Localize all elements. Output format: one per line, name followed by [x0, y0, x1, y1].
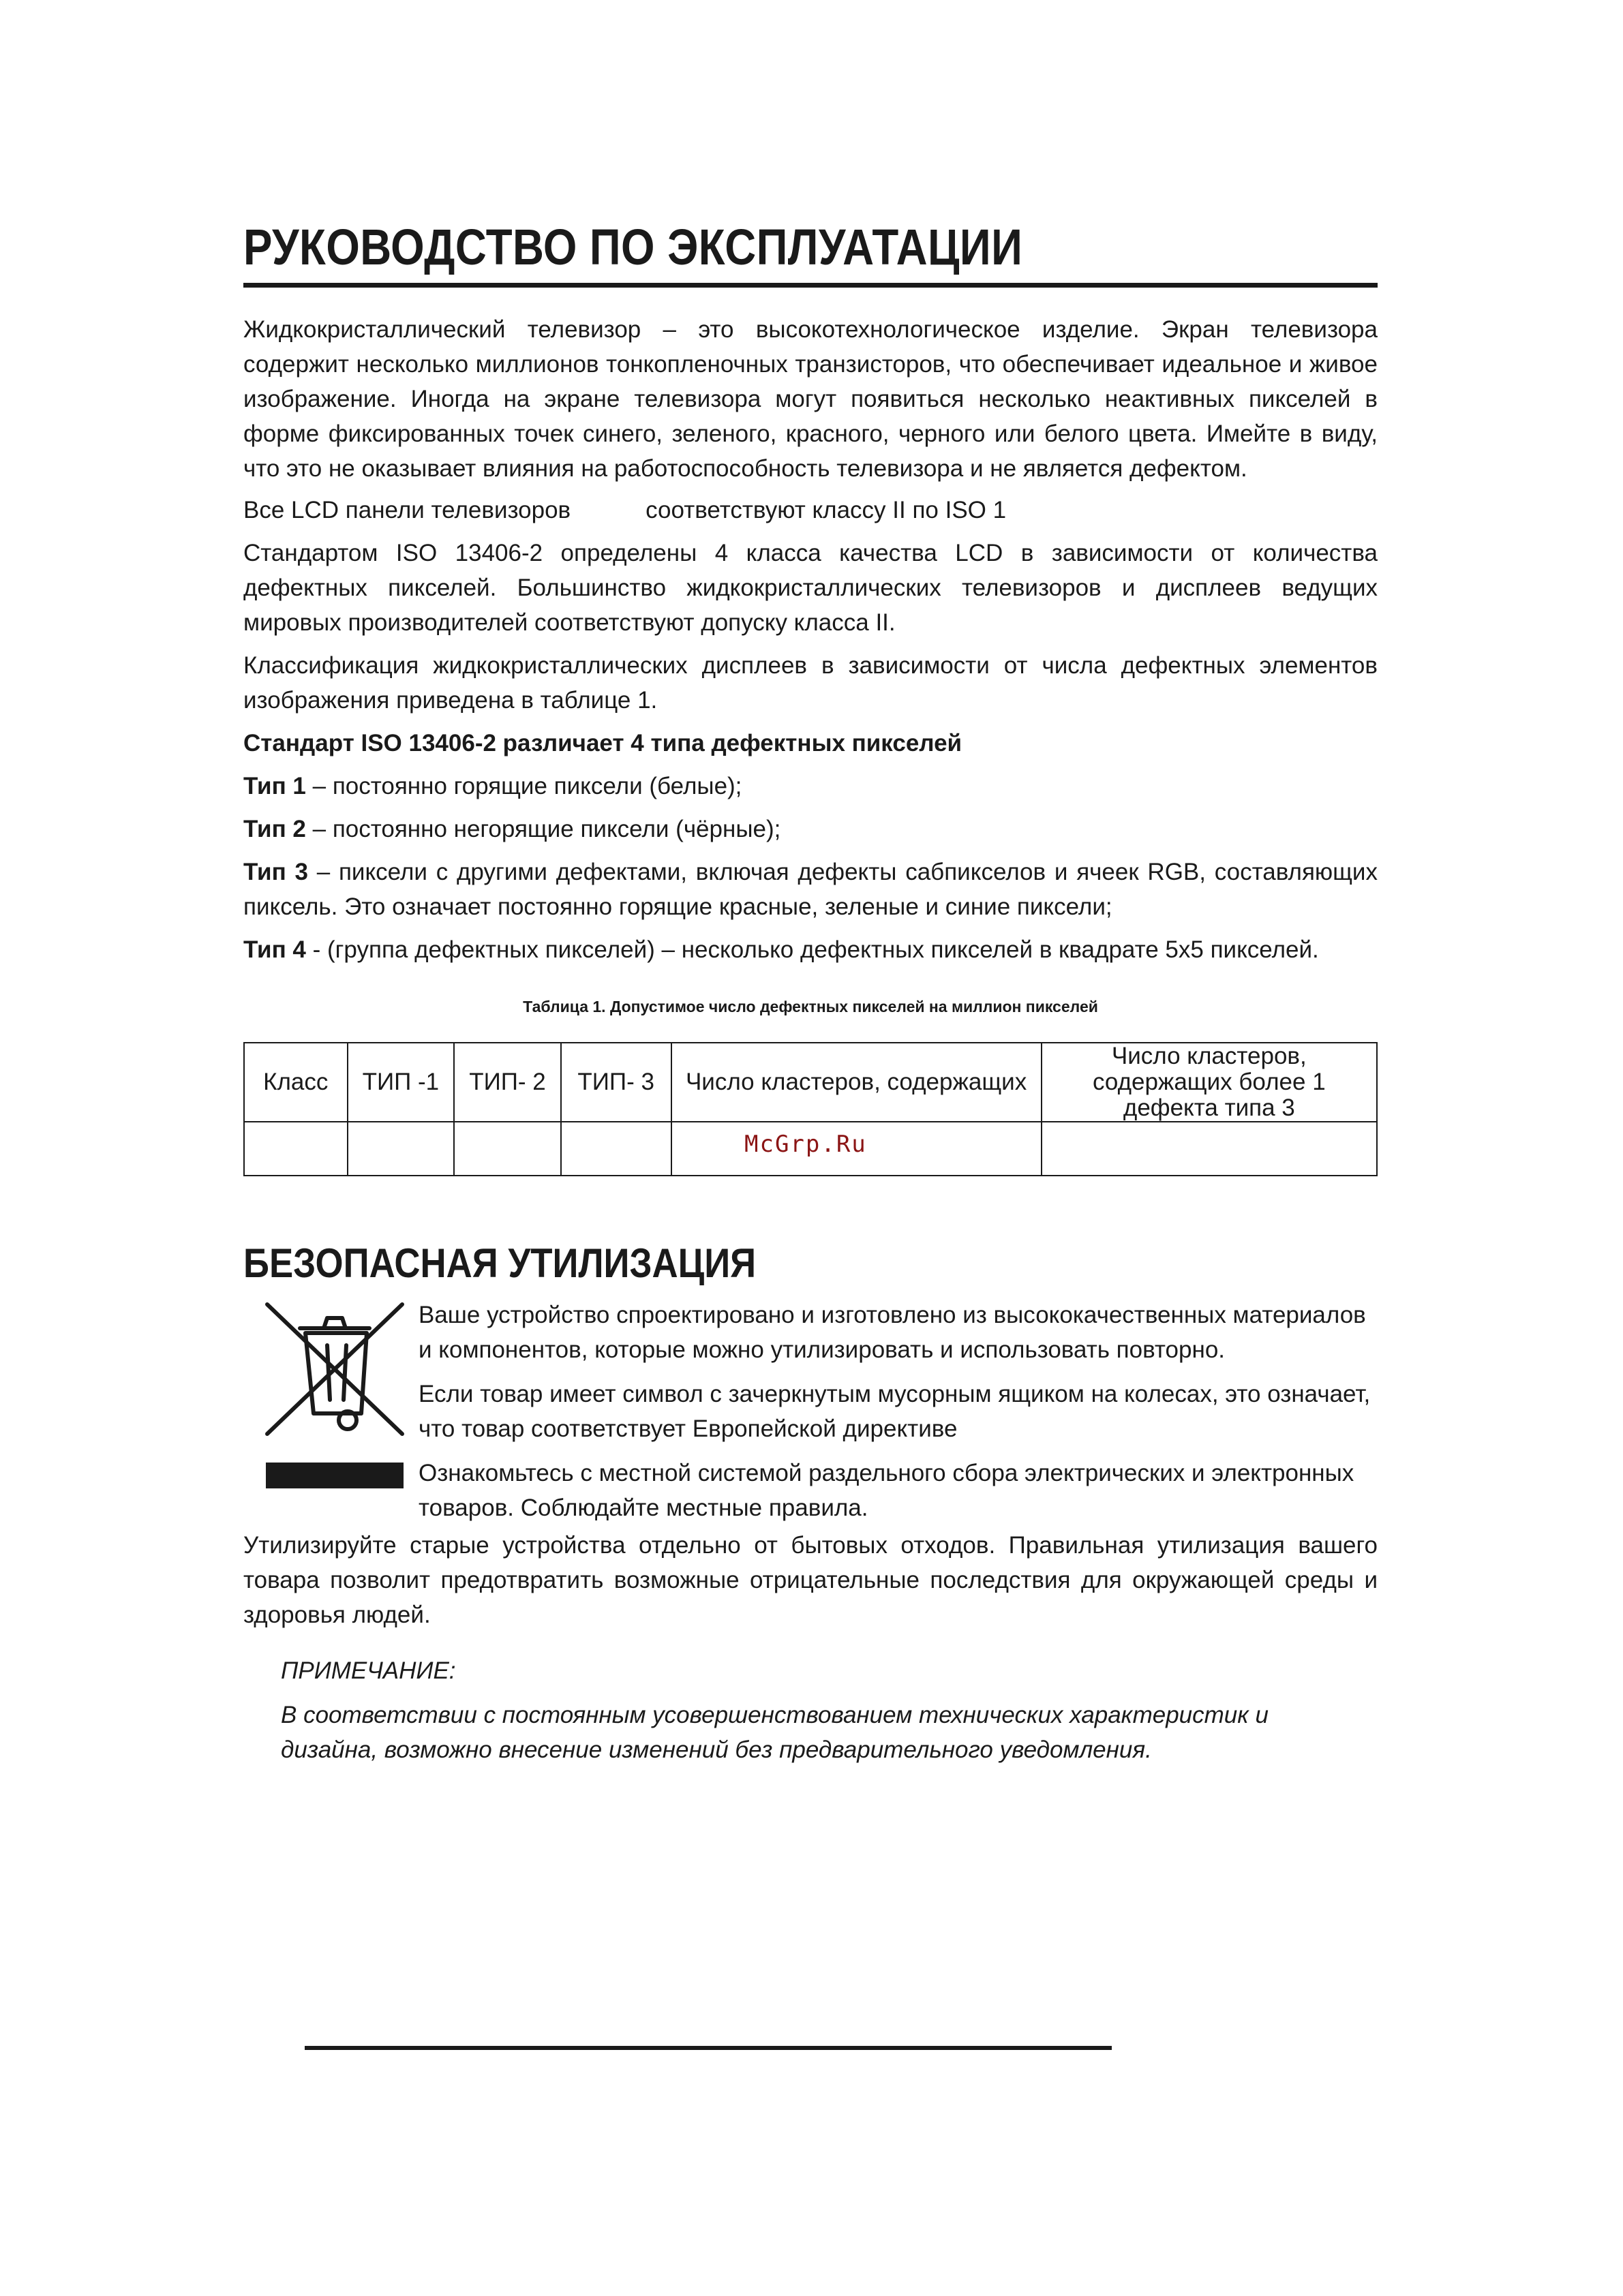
footer-rule	[305, 2046, 1112, 2050]
intro-paragraph-3: Стандартом ISO 13406-2 определены 4 класса качества LCD в зависимости от количества дефектных пикселей. Большинство жидкокристаллических телевизоров и дисплеев ведущих мировых производителей соответствуют допуску класса II.	[243, 540, 1378, 636]
table-header-cell: ТИП- 2	[454, 1043, 561, 1122]
type-label: Тип 1	[243, 773, 306, 799]
disposal-paragraph-2: Если товар имеет символ с зачеркнутым мусорным ящиком на колесах, это означает, что товар соответствует Европейской директиве	[419, 1381, 1371, 1442]
iso-class-text: соответствуют классу II по ISO 1	[646, 497, 1007, 523]
disposal-title: БЕЗОПАСНАЯ УТИЛИЗАЦИЯ	[243, 1240, 757, 1286]
disposal-section	[419, 1298, 1378, 1535]
note-label: ПРИМЕЧАНИЕ:	[281, 1657, 456, 1684]
type-description: – пиксели с другими дефектами, включая дефекты сабпикселов и ячеек RGB, составляющих пиксель. Это означает постоянно горящие красные, зеленые и синие пиксели;	[243, 859, 1378, 920]
page-title: РУКОВОДСТВО ПО ЭКСПЛУАТАЦИИ	[243, 219, 1023, 275]
note-text: В соответствии с постоянным усовершенствованием технических характеристик и дизайна, возможно внесение изменений без предварительного уведомления.	[281, 1702, 1269, 1763]
table-cell	[454, 1122, 561, 1176]
table-cell	[561, 1122, 671, 1176]
table-cell	[348, 1122, 455, 1176]
lcd-panels-text: Все LCD панели телевизоров	[243, 497, 571, 523]
table-caption: Таблица 1. Допустимое число дефектных пикселей на миллион пикселей	[523, 998, 1098, 1015]
type-label: Тип 3	[243, 859, 308, 885]
title-rule	[243, 283, 1378, 288]
disposal-paragraph-4: Утилизируйте старые устройства отдельно от бытовых отходов. Правильная утилизация вашего товара позволит предотвратить возможные отрицательные последствия для окружающей среды и здоровья людей.	[243, 1532, 1378, 1628]
type-item	[243, 855, 1378, 924]
table-header-cell: Число кластеров, содержащих более 1 дефекта типа 3	[1042, 1043, 1377, 1122]
table-header-cell: Класс	[244, 1043, 348, 1122]
intro-paragraph-2	[243, 493, 1378, 527]
type-description: - (группа дефектных пикселей) – несколько дефектных пикселей в квадрате 5х5 пикселей.	[305, 936, 1319, 963]
table-cell	[1042, 1122, 1377, 1176]
table-header-row	[244, 1043, 1377, 1122]
type-item	[243, 932, 1378, 967]
table-cell	[244, 1122, 348, 1176]
note-section	[281, 1653, 1344, 1767]
table-header-cell: ТИП- 3	[561, 1043, 671, 1122]
table-header-cell: ТИП -1	[348, 1043, 455, 1122]
crossed-out-wheelie-bin-icon	[259, 1298, 410, 1495]
type-item	[243, 769, 1378, 803]
disposal-paragraph-1: Ваше устройство спроектировано и изготовлено из высококачественных материалов и компонентов, которые можно утилизировать и использовать повторно.	[419, 1302, 1366, 1363]
intro-section	[243, 312, 1378, 967]
type-label: Тип 2	[243, 816, 306, 842]
disposal-paragraph-3: Ознакомьтесь с местной системой раздельного сбора электрических и электронных товаров. Соблюдайте местные правила.	[419, 1460, 1354, 1521]
type-description: – постоянно горящие пиксели (белые);	[305, 773, 742, 799]
table-header-cell: Число кластеров, содержащих	[671, 1043, 1042, 1122]
intro-paragraph-1: Жидкокристаллический телевизор – это высокотехнологическое изделие. Экран телевизора содержит несколько миллионов тонкопленочных транзисторов, что обеспечивает идеальное и живое изображение. Иногда на экране телевизора могут появиться несколько неактивных пикселей в форме фиксированных точек синего, зеленого, красного, черного или белого цвета. Имейте в виду, что это не оказывает влияния на работоспособность телевизора и не является дефектом.	[243, 316, 1378, 482]
intro-paragraph-4: Классификация жидкокристаллических дисплеев в зависимости от числа дефектных элементов изображения приведена в таблице 1.	[243, 652, 1378, 714]
type-description: – постоянно негорящие пиксели (чёрные);	[305, 816, 781, 842]
watermark: McGrp.Ru	[744, 1131, 867, 1158]
type-label: Тип 4	[243, 936, 306, 963]
standard-heading: Стандарт ISO 13406-2 различает 4 типа дефектных пикселей	[243, 730, 962, 756]
type-item	[243, 812, 1378, 846]
